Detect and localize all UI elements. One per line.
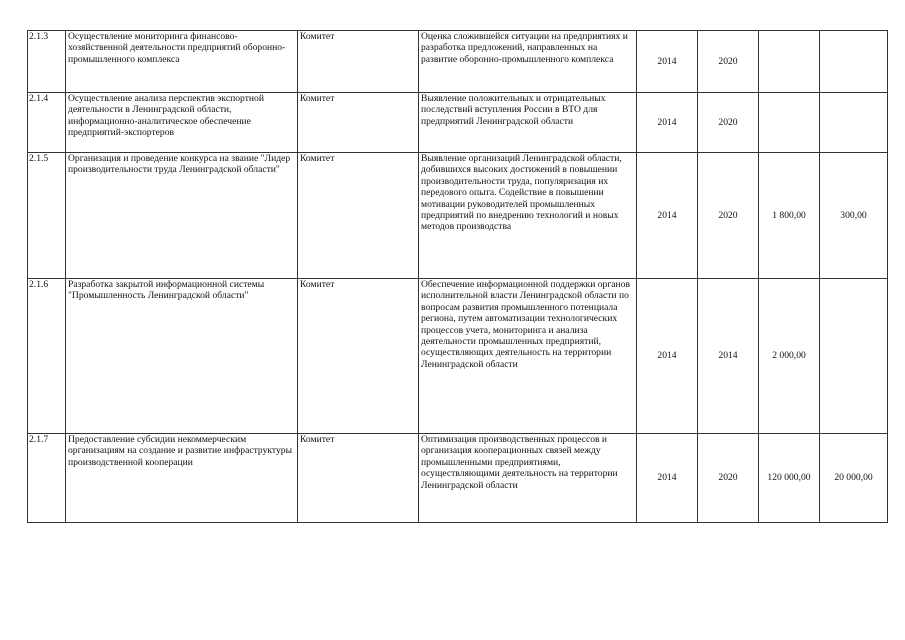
executor: Комитет [298, 434, 419, 523]
activity-name: Предоставление субсидии некоммерческим организациям на создание и развитие инфраструктуры производственной кооперации [66, 434, 298, 523]
row-number: 2.1.3 [28, 31, 66, 93]
start-year: 2014 [637, 31, 698, 93]
end-year: 2020 [698, 93, 759, 153]
table-row [28, 93, 888, 153]
row-number: 2.1.6 [28, 279, 66, 434]
end-year: 2020 [698, 434, 759, 523]
executor: Комитет [298, 279, 419, 434]
amount-total: 1 800,00 [759, 153, 820, 279]
start-year: 2014 [637, 93, 698, 153]
executor: Комитет [298, 93, 419, 153]
row-number: 2.1.5 [28, 153, 66, 279]
activity-name: Разработка закрытой информационной системы "Промышленность Ленинградской области" [66, 279, 298, 434]
activity-name: Организация и проведение конкурса на звание "Лидер производительности труда Ленинградской области" [66, 153, 298, 279]
executor: Комитет [298, 31, 419, 93]
row-number: 2.1.7 [28, 434, 66, 523]
table-row [28, 434, 888, 523]
amount-year [820, 279, 888, 434]
start-year: 2014 [637, 153, 698, 279]
table-row [28, 279, 888, 434]
amount-total: 120 000,00 [759, 434, 820, 523]
activity-name: Осуществление анализа перспектив экспортной деятельности в Ленинградской области, информационно-аналитическое обеспечение предприятий-экспортеров [66, 93, 298, 153]
start-year: 2014 [637, 279, 698, 434]
amount-year: 300,00 [820, 153, 888, 279]
amount-total [759, 31, 820, 93]
end-year: 2020 [698, 31, 759, 93]
amount-total [759, 93, 820, 153]
expected-result: Выявление организаций Ленинградской области, добившихся высоких достижений в повышении производительности труда, популяризация их передового опыта. Содействие в повышении мотивации руководителей промышленных предприятий по внедрению технологий и новых методов производства [419, 153, 637, 279]
expected-result: Обеспечение информационной поддержки органов исполнительной власти Ленинградской области по вопросам развития промышленного потенциала региона, путем автоматизации технологических процессов учета, мониторинга и анализа деятельности промышленных предприятий, осуществляющих деятельность на территории Ленинградской области [419, 279, 637, 434]
activity-name: Осуществление мониторинга финансово-хозяйственной деятельности предприятий оборонно-промышленного комплекса [66, 31, 298, 93]
amount-year [820, 31, 888, 93]
row-number: 2.1.4 [28, 93, 66, 153]
table-row [28, 153, 888, 279]
expected-result: Оценка сложившейся ситуации на предприятиях и разработка предложений, направленных на развитие оборонно-промышленного комплекса [419, 31, 637, 93]
amount-year: 20 000,00 [820, 434, 888, 523]
expected-result: Оптимизация производственных процессов и организация кооперационных связей между промышленными предприятиями, осуществляющими деятельность на территории Ленинградской области [419, 434, 637, 523]
end-year: 2014 [698, 279, 759, 434]
end-year: 2020 [698, 153, 759, 279]
table-row [28, 31, 888, 93]
executor: Комитет [298, 153, 419, 279]
start-year: 2014 [637, 434, 698, 523]
program-activities-table [27, 30, 888, 523]
amount-total: 2 000,00 [759, 279, 820, 434]
amount-year [820, 93, 888, 153]
expected-result: Выявление положительных и отрицательных последствий вступления России в ВТО для предприятий Ленинградской области [419, 93, 637, 153]
